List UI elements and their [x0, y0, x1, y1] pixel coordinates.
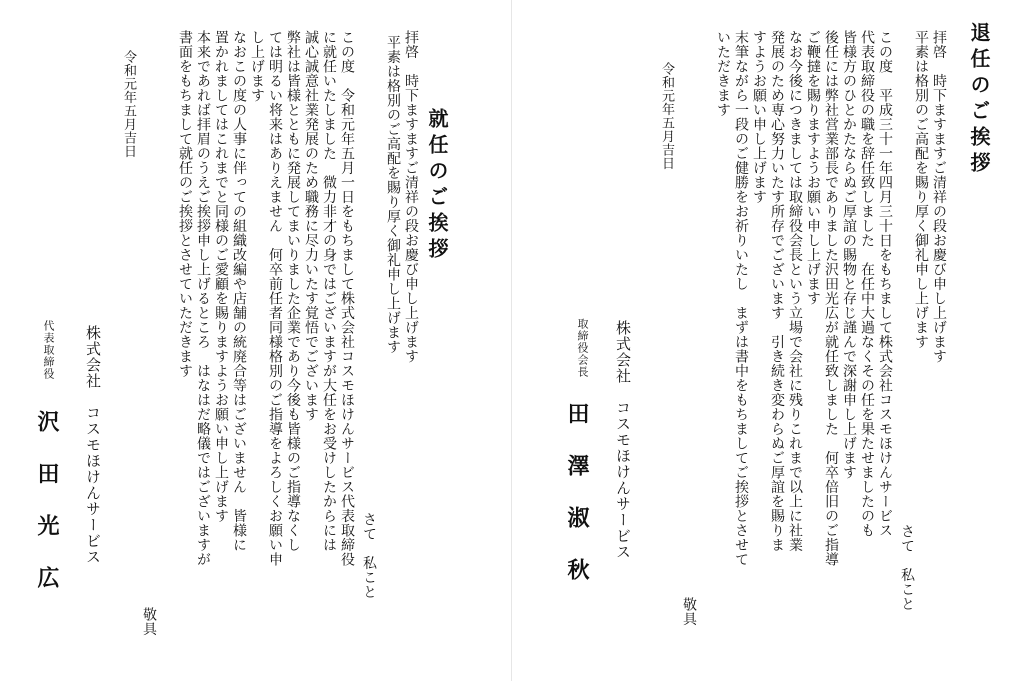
- body-line: し上げます: [249, 30, 265, 103]
- body-line: 後任には弊社営業部長でありました沢田光広が就任致しました 何卒倍旧のご指導: [823, 30, 839, 567]
- letter-date: 令和元年五月吉日: [121, 50, 136, 158]
- greeting-top: さて 私こと: [361, 512, 377, 599]
- body-line: 拝啓 時下ますますご清祥の段お慶び申し上げます: [931, 30, 947, 364]
- signer-name: 沢田光広: [34, 410, 60, 618]
- letter-date: 令和元年五月吉日: [659, 62, 674, 170]
- body-line: いただきます: [715, 30, 731, 117]
- body-line: 末筆ながら一段のご健勝をお祈りいたし まずは書中をもちましてご挨拶とさせて: [733, 30, 749, 567]
- closing-keigu: 敬具: [141, 607, 157, 636]
- body-line: 皆様方のひとかたならぬご厚誼の賜物と存じ謹んで深謝申し上げます: [841, 30, 857, 480]
- body-line: なおこの度の人事に伴っての組織改編や店舗の統廃合等はございません 皆様に: [231, 30, 247, 552]
- right-letter-page: [512, 0, 1024, 681]
- company-name: 株式会社 コスモほけんサービス: [614, 320, 632, 560]
- body-line: 本来であれば拝眉のうえご挨拶申し上げるところ はなはだ略儀ではございますが: [195, 30, 211, 567]
- body-line: 置かれましてはこれまでと同様のご愛顧を賜りますようお願い申し上げます: [213, 30, 229, 523]
- signer-name: 田澤淑秋: [564, 402, 590, 610]
- body-line: なお今後につきましては取締役会長という立場で会社に残りこれまで以上に社業: [787, 30, 803, 552]
- body-line: 代表取締役の職を辞任致しました 在任中大過なくその任を果たせましたのも: [859, 30, 875, 538]
- body-line: に就任いたしました 微力非才の身ではございますが大任をお受けしたからには: [321, 30, 337, 552]
- signer-role: 取締役会長: [576, 318, 589, 378]
- body-line: この度 令和元年五月一日をもちまして株式会社コスモほけんサービス代表取締役: [339, 30, 355, 567]
- body-line: この度 平成三十一年四月三十日をもちまして株式会社コスモほけんサービス: [877, 30, 893, 538]
- company-name: 株式会社 コスモほけんサービス: [84, 325, 102, 565]
- body-line: 弊社は皆様とともに発展してまいりました企業であり今後も皆様のご指導なくし: [285, 30, 301, 552]
- closing-keigu: 敬具: [681, 597, 697, 626]
- signer-role: 代表取締役: [42, 320, 55, 380]
- greeting-top: さて 私こと: [899, 524, 915, 611]
- body-line: 発展のため専心努力いたす所存でございます 引き続き変わらぬご厚誼を賜りま: [769, 30, 785, 552]
- body-line: 誠心誠意社業発展のため職務に尽力いたす覚悟でございます: [303, 30, 319, 422]
- letter-title: 退任のご挨拶: [967, 22, 991, 178]
- body-line: 平素は格別のご高配を賜り厚く御礼申し上げます: [913, 30, 929, 349]
- letter-title: 就任のご挨拶: [425, 108, 449, 264]
- body-line: すようお願い申し上げます: [751, 30, 767, 204]
- body-line: ご鞭撻を賜りますようお願い申し上げます: [805, 30, 821, 306]
- body-line: ては明るい将来はありえません 何卒前任者同様格別のご指導をよろしくお願い申: [267, 30, 283, 567]
- body-line: 拝啓 時下ますますご清祥の段お慶び申し上げます: [403, 30, 419, 364]
- body-line: 書面をもちまして就任のご挨拶とさせていただきます: [177, 30, 193, 378]
- body-line: 平素は格別のご高配を賜り厚く御礼申し上げます: [385, 35, 401, 354]
